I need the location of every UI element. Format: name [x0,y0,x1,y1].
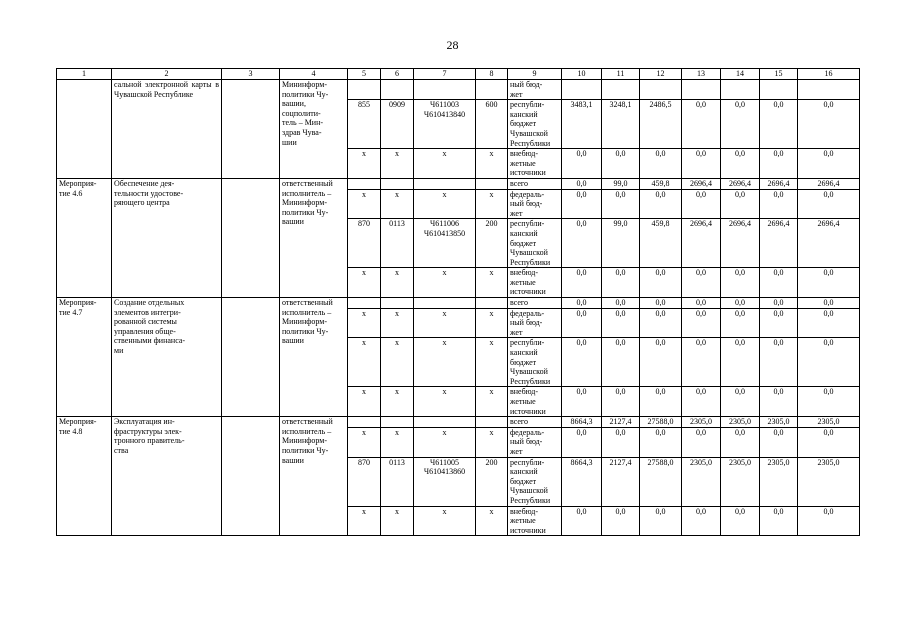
amount-cell: 2696,4 [798,219,860,268]
amount-cell: 0,0 [602,268,640,298]
amount-cell: 0,0 [640,387,682,417]
grbs-code: х [348,387,381,417]
amount-cell: 0,0 [602,308,640,338]
program-table [56,68,860,536]
amount-cell: 99,0 [602,178,640,189]
funding-source: республи- канский бюджет Чувашской Республики [508,100,562,149]
target-article: Ч611003 Ч610413840 [414,100,476,149]
target-article: Ч611005 Ч610413860 [414,457,476,506]
target-article: х [414,338,476,387]
grbs-code: х [348,427,381,457]
amount-cell: 0,0 [682,387,721,417]
amount-cell: 0,0 [640,149,682,179]
expense-type: х [476,308,508,338]
amount-cell: 0,0 [760,268,798,298]
grbs-code: 870 [348,457,381,506]
amount-cell: 2127,4 [602,457,640,506]
amount-cell: 0,0 [721,506,760,536]
amount-cell: 8664,3 [562,457,602,506]
amount-cell [562,80,602,100]
target-article: Ч611006 Ч610413850 [414,219,476,268]
amount-cell: 0,0 [562,506,602,536]
funding-source: федераль- ный бюд- жет [508,427,562,457]
amount-cell: 27588,0 [640,457,682,506]
amount-cell [640,80,682,100]
amount-cell: 0,0 [798,338,860,387]
column-number: 11 [602,69,640,80]
amount-cell: 0,0 [798,149,860,179]
amount-cell: 0,0 [682,149,721,179]
amount-cell: 0,0 [682,100,721,149]
grbs-code: 855 [348,100,381,149]
amount-cell: 0,0 [760,189,798,219]
target-article: х [414,387,476,417]
expense-type: х [476,189,508,219]
amount-cell: 0,0 [721,298,760,309]
amount-cell: 0,0 [682,189,721,219]
amount-cell: 2696,4 [682,219,721,268]
amount-cell: 0,0 [562,338,602,387]
amount-cell: 0,0 [798,506,860,536]
column-number: 8 [476,69,508,80]
section-code: х [381,387,414,417]
amount-cell: 2696,4 [721,219,760,268]
amount-cell: 0,0 [640,189,682,219]
amount-cell: 0,0 [562,298,602,309]
amount-cell: 0,0 [682,308,721,338]
amount-cell: 0,0 [562,308,602,338]
amount-cell: 0,0 [602,338,640,387]
funding-source: внебюд- жетные источники [508,149,562,179]
section-code [381,178,414,189]
expense-type: х [476,506,508,536]
amount-cell [721,80,760,100]
amount-cell: 2305,0 [682,417,721,428]
section-code: 0909 [381,100,414,149]
expense-type [476,178,508,189]
amount-cell: 2696,4 [760,178,798,189]
amount-cell: 2696,4 [760,219,798,268]
table-row [57,417,860,428]
grbs-code: х [348,189,381,219]
expense-type: 200 [476,219,508,268]
column-number: 12 [640,69,682,80]
event-label [57,80,112,179]
grbs-code [348,178,381,189]
column-number: 4 [280,69,348,80]
amount-cell: 0,0 [640,298,682,309]
amount-cell: 0,0 [760,149,798,179]
column-number: 16 [798,69,860,80]
column-number: 2 [112,69,222,80]
amount-cell: 2305,0 [798,457,860,506]
event-name: Эксплуатация ин- фраструктуры элек- тронного правитель- ства [112,417,222,536]
amount-cell: 0,0 [798,387,860,417]
amount-cell: 0,0 [798,189,860,219]
amount-cell: 0,0 [602,298,640,309]
table-row [57,298,860,309]
amount-cell: 0,0 [562,149,602,179]
funding-source: всего [508,298,562,309]
amount-cell: 2305,0 [798,417,860,428]
amount-cell: 0,0 [721,338,760,387]
header-row [57,69,860,80]
funding-source: республи- канский бюджет Чувашской Республики [508,338,562,387]
section-code: х [381,189,414,219]
funding-source: федераль- ный бюд- жет [508,189,562,219]
executor: ответственный исполнитель – Мининформ- политики Чу- вашии [280,298,348,417]
target-article: х [414,149,476,179]
amount-cell: 0,0 [721,427,760,457]
amount-cell: 0,0 [640,506,682,536]
amount-cell: 0,0 [798,100,860,149]
expense-type [476,298,508,309]
column-number: 3 [222,69,280,80]
funding-source: внебюд- жетные источники [508,506,562,536]
amount-cell: 0,0 [640,338,682,387]
expense-type [476,417,508,428]
amount-cell: 0,0 [721,189,760,219]
target-article: х [414,506,476,536]
amount-cell: 0,0 [562,189,602,219]
amount-cell: 0,0 [798,427,860,457]
amount-cell: 0,0 [562,219,602,268]
section-code: х [381,338,414,387]
grbs-code: х [348,149,381,179]
funding-source: республи- канский бюджет Чувашской Республики [508,457,562,506]
section-code: 0113 [381,457,414,506]
amount-cell: 0,0 [721,268,760,298]
amount-cell: 27588,0 [640,417,682,428]
amount-cell: 0,0 [721,387,760,417]
amount-cell: 99,0 [602,219,640,268]
column-number: 7 [414,69,476,80]
amount-cell: 2127,4 [602,417,640,428]
target-article: х [414,427,476,457]
event-name: Обеспечение дея- тельности удостове- ряющего центра [112,178,222,297]
section-code: х [381,308,414,338]
grbs-code: х [348,506,381,536]
target-article: х [414,189,476,219]
expense-type: 200 [476,457,508,506]
amount-cell: 2486,5 [640,100,682,149]
amount-cell: 0,0 [602,506,640,536]
amount-cell: 0,0 [682,268,721,298]
amount-cell: 459,8 [640,219,682,268]
amount-cell: 0,0 [682,506,721,536]
column-number: 10 [562,69,602,80]
amount-cell [682,80,721,100]
amount-cell: 0,0 [760,298,798,309]
amount-cell: 0,0 [602,387,640,417]
section-code: х [381,149,414,179]
expense-type: х [476,149,508,179]
grbs-code: 870 [348,219,381,268]
participants-cell [222,178,280,297]
funding-source: всего [508,178,562,189]
event-label: Мероприя- тие 4.8 [57,417,112,536]
participants-cell [222,80,280,179]
grbs-code [348,80,381,100]
amount-cell: 0,0 [798,298,860,309]
expense-type: х [476,338,508,387]
executor: ответственный исполнитель – Мининформ- политики Чу- вашии [280,417,348,536]
amount-cell: 2305,0 [721,457,760,506]
event-name: Создание отдельных элементов интегри- рованной системы управления обще- ственными финанса- ми [112,298,222,417]
page-number: 28 [446,38,459,52]
grbs-code: х [348,338,381,387]
amount-cell: 0,0 [721,149,760,179]
amount-cell: 0,0 [721,100,760,149]
amount-cell: 0,0 [682,298,721,309]
expense-type: х [476,427,508,457]
target-article [414,417,476,428]
column-number: 6 [381,69,414,80]
amount-cell: 2696,4 [682,178,721,189]
amount-cell: 0,0 [721,308,760,338]
section-code: 0113 [381,219,414,268]
funding-source: всего [508,417,562,428]
amount-cell: 0,0 [760,308,798,338]
amount-cell: 8664,3 [562,417,602,428]
amount-cell: 2305,0 [682,457,721,506]
grbs-code: х [348,268,381,298]
amount-cell: 0,0 [760,387,798,417]
expense-type: х [476,268,508,298]
amount-cell: 2696,4 [721,178,760,189]
section-code [381,80,414,100]
amount-cell [760,80,798,100]
target-article: х [414,268,476,298]
amount-cell: 0,0 [562,427,602,457]
amount-cell: 0,0 [602,427,640,457]
column-number: 1 [57,69,112,80]
funding-source: республи- канский бюджет Чувашской Республики [508,219,562,268]
table-row [57,80,860,100]
amount-cell: 0,0 [760,100,798,149]
amount-cell: 3483,1 [562,100,602,149]
grbs-code [348,417,381,428]
amount-cell: 2305,0 [760,417,798,428]
amount-cell: 0,0 [602,189,640,219]
section-code [381,298,414,309]
amount-cell: 0,0 [562,178,602,189]
funding-source: федераль- ный бюд- жет [508,308,562,338]
participants-cell [222,417,280,536]
target-article [414,298,476,309]
amount-cell: 0,0 [640,268,682,298]
funding-source: внебюд- жетные источники [508,387,562,417]
amount-cell: 2696,4 [798,178,860,189]
amount-cell: 0,0 [798,308,860,338]
target-article [414,178,476,189]
event-label: Мероприя- тие 4.7 [57,298,112,417]
section-code [381,417,414,428]
expense-type: 600 [476,100,508,149]
amount-cell: 0,0 [760,338,798,387]
target-article [414,80,476,100]
table-row [57,178,860,189]
amount-cell [798,80,860,100]
amount-cell: 0,0 [682,338,721,387]
amount-cell: 2305,0 [721,417,760,428]
grbs-code [348,298,381,309]
funding-source: ный бюд- жет [508,80,562,100]
amount-cell: 0,0 [640,308,682,338]
amount-cell: 0,0 [602,149,640,179]
amount-cell: 459,8 [640,178,682,189]
section-code: х [381,268,414,298]
table-body [57,69,860,536]
expense-type [476,80,508,100]
amount-cell: 0,0 [562,268,602,298]
amount-cell: 0,0 [562,387,602,417]
funding-source: внебюд- жетные источники [508,268,562,298]
amount-cell: 0,0 [760,506,798,536]
amount-cell: 0,0 [682,427,721,457]
amount-cell: 2305,0 [760,457,798,506]
column-number: 5 [348,69,381,80]
amount-cell: 0,0 [760,427,798,457]
amount-cell [602,80,640,100]
column-number: 14 [721,69,760,80]
amount-cell: 0,0 [798,268,860,298]
target-article: х [414,308,476,338]
amount-cell: 3248,1 [602,100,640,149]
executor: Мининформ- политики Чу- вашии, соцполити- тель – Мин- здрав Чува- шии [280,80,348,179]
event-label: Мероприя- тие 4.6 [57,178,112,297]
section-code: х [381,427,414,457]
expense-type: х [476,387,508,417]
event-name: сальной электронной карты в Чувашской Республике [112,80,222,179]
grbs-code: х [348,308,381,338]
column-number: 9 [508,69,562,80]
column-number: 13 [682,69,721,80]
executor: ответственный исполнитель – Мининформ- политики Чу- вашии [280,178,348,297]
column-number: 15 [760,69,798,80]
section-code: х [381,506,414,536]
participants-cell [222,298,280,417]
amount-cell: 0,0 [640,427,682,457]
